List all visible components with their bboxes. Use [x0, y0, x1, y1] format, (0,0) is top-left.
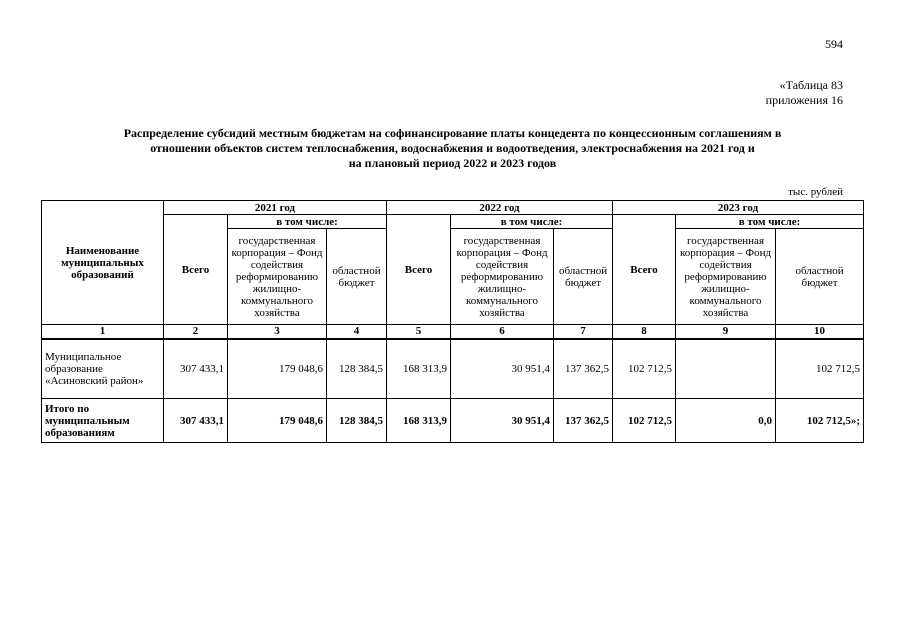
table-reference-line2: приложения 16: [765, 93, 843, 107]
row-name: Муниципальное образование «Асиновский район»: [42, 339, 164, 399]
cell-corp-2022: 30 951,4: [451, 339, 554, 399]
col-number-2: 2: [164, 325, 228, 339]
subsidies-table: [41, 200, 864, 443]
cell-regional-2023: 102 712,5: [776, 339, 864, 399]
header-corp-2023: государственная корпорация – Фонд содействия реформированию жилищно-коммунального хозяйства: [676, 229, 776, 325]
title-line2: отношении объектов систем теплоснабжения, водоснабжения и водоотведения, электроснабжения на 2021 год и: [150, 141, 755, 155]
col-number-8: 8: [613, 325, 676, 339]
col-number-1: 1: [42, 325, 164, 339]
header-total-2022: Всего: [387, 215, 451, 325]
cell-regional-2021: 128 384,5: [327, 339, 387, 399]
col-number-5: 5: [387, 325, 451, 339]
header-year-2022: 2022 год: [387, 201, 613, 215]
col-number-6: 6: [451, 325, 554, 339]
total-cell-total-2023: 102 712,5: [613, 399, 676, 443]
table-row: [42, 339, 864, 399]
header-incl-2023: в том числе:: [676, 215, 864, 229]
table-reference-line1: «Таблица 83: [779, 78, 843, 92]
header-total-2023: Всего: [613, 215, 676, 325]
header-corp-2022: государственная корпорация – Фонд содействия реформированию жилищно-коммунального хозяйства: [451, 229, 554, 325]
header-year-2021: 2021 год: [164, 201, 387, 215]
header-incl-2022: в том числе:: [451, 215, 613, 229]
page-number: 594: [825, 37, 843, 51]
col-number-9: 9: [676, 325, 776, 339]
title-line1: Распределение субсидий местным бюджетам на софинансирование платы концедента по концессионным соглашениям в: [123, 126, 782, 140]
table-reference: [766, 78, 843, 108]
header-year-2023: 2023 год: [613, 201, 864, 215]
header-incl-2021: в том числе:: [228, 215, 387, 229]
cell-total-2021: 307 433,1: [164, 339, 228, 399]
total-cell-corp-2022: 30 951,4: [451, 399, 554, 443]
cell-total-2023: 102 712,5: [613, 339, 676, 399]
title-line3: на плановый период 2022 и 2023 годов: [348, 156, 557, 170]
total-cell-regional-2022: 137 362,5: [554, 399, 613, 443]
units-label: тыс. рублей: [788, 186, 843, 198]
total-cell-total-2022: 168 313,9: [387, 399, 451, 443]
header-name: Наименование муниципальных образований: [42, 201, 164, 325]
cell-corp-2023: [676, 339, 776, 399]
total-cell-total-2021: 307 433,1: [164, 399, 228, 443]
total-cell-regional-2023: 102 712,5»;: [776, 399, 864, 443]
total-cell-corp-2021: 179 048,6: [228, 399, 327, 443]
cell-regional-2022: 137 362,5: [554, 339, 613, 399]
col-number-4: 4: [327, 325, 387, 339]
header-regional-2023: областной бюджет: [776, 229, 864, 325]
page-title: [40, 126, 865, 171]
col-number-10: 10: [776, 325, 864, 339]
header-regional-2022: областной бюджет: [554, 229, 613, 325]
cell-corp-2021: 179 048,6: [228, 339, 327, 399]
header-regional-2021: областной бюджет: [327, 229, 387, 325]
cell-total-2022: 168 313,9: [387, 339, 451, 399]
header-corp-2021: государственная корпорация – Фонд содействия реформированию жилищно-коммунального хозяйства: [228, 229, 327, 325]
total-cell-regional-2021: 128 384,5: [327, 399, 387, 443]
total-cell-corp-2023: 0,0: [676, 399, 776, 443]
col-number-7: 7: [554, 325, 613, 339]
total-row-name: Итого по муниципальным образованиям: [42, 399, 164, 443]
total-row: [42, 399, 864, 443]
header-total-2021: Всего: [164, 215, 228, 325]
col-number-3: 3: [228, 325, 327, 339]
